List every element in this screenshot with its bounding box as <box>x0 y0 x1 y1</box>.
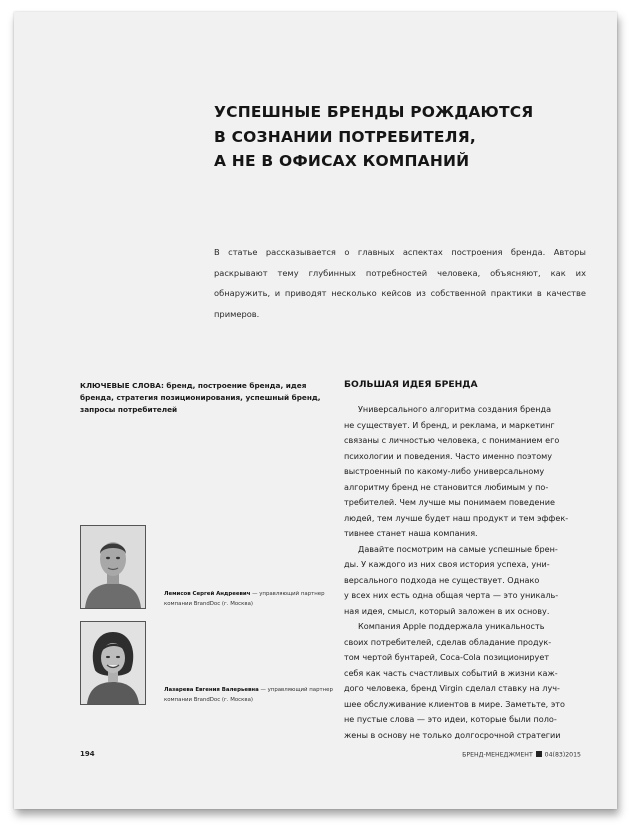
body-line: не пустые слова — это идеи, которые были поло- <box>344 714 557 724</box>
article-body <box>344 402 589 743</box>
body-line: жены в основу не только долгосрочной стратегии <box>344 729 561 740</box>
body-line: людей, тем лучше будет наш продукт и тем эффек- <box>344 512 569 523</box>
title-line: В СОЗНАНИИ ПОТРЕБИТЕЛЯ, <box>214 127 476 146</box>
author-name: Лемисов Сергей Андреевич <box>164 591 251 597</box>
body-line: связаны с личностью человека, с пониманием его <box>344 435 560 445</box>
body-line: Универсального алгоритма создания бренда <box>358 404 552 414</box>
author-name: Лазарева Евгения Валерьевна <box>164 687 259 693</box>
body-line: тивнее станет наша компания. <box>344 528 478 538</box>
author-caption <box>164 589 334 609</box>
body-line: выстроенный по какому-либо универсальному <box>344 466 545 476</box>
author-caption <box>164 685 334 705</box>
body-line: требителей. Чем лучше мы понимаем поведение <box>344 497 555 507</box>
body-line: не существует. И бренд, и реклама, и маркетинг <box>344 419 555 430</box>
body-line: психологии и поведения. Часто именно поэтому <box>344 450 553 461</box>
title-line: А НЕ В ОФИСАХ КОМПАНИЙ <box>214 152 470 170</box>
body-line: версального подхода не существует. Однако <box>344 574 540 585</box>
body-line: своих потребителей, сделав обладание продук- <box>344 636 552 647</box>
magazine-footer <box>462 751 581 759</box>
body-line: Давайте посмотрим на самые успешные брен- <box>358 543 558 554</box>
issue-number: 04(83)2015 <box>544 751 581 759</box>
square-separator-icon <box>536 751 542 757</box>
body-line: ная идея, смысл, который заложен в их основу. <box>344 605 550 616</box>
keywords: КЛЮЧЕВЫЕ СЛОВА: бренд, построение бренда, идея бренда, стратегия позиционирования, успешный бренд, запросы потребителей <box>80 381 321 414</box>
body-line: алгоритму бренд не становится любимым у по- <box>344 481 549 492</box>
magazine-page <box>14 12 617 809</box>
author-role: — управляющий партнер компании BrandDoc (г. Москва) <box>164 687 333 703</box>
author-photo-male <box>80 525 146 609</box>
body-line: себя как часть счастливых событий в жизни каж- <box>344 667 558 678</box>
author-photo-female <box>80 621 146 705</box>
body-line: шее обслуживание клиентов в мире. Заметьте, это <box>344 698 565 709</box>
article-title <box>214 100 594 174</box>
title-line: УСПЕШНЫЕ БРЕНДЫ РОЖДАЮТСЯ <box>214 103 534 121</box>
body-line: ды. У каждого из них своя история успеха, уни- <box>344 559 550 569</box>
author-role: — управляющий партнер компании BrandDoc (г. Москва) <box>164 591 325 607</box>
page-number: 194 <box>80 750 95 758</box>
body-line: том чертой бунтарей, Coca-Cola позиционирует <box>344 652 550 662</box>
article-lead: В статье рассказывается о главных аспектах построения бренда. Авторы раскрывают тему глубинных потребностей человека, объясняют, как их обнаружить, и приводят несколько кейсов из собственной практики в качестве примеров. <box>214 247 586 319</box>
section-heading: БОЛЬШАЯ ИДЕЯ БРЕНДА <box>344 379 478 390</box>
body-line: дого человека, бренд Virgin сделал ставку на луч- <box>344 683 560 693</box>
body-line: у всех них есть одна общая черта — это уникаль- <box>344 590 559 600</box>
magazine-name: БРЕНД-МЕНЕДЖМЕНТ <box>462 751 533 759</box>
body-line: Компания Apple поддержала уникальность <box>358 621 545 631</box>
